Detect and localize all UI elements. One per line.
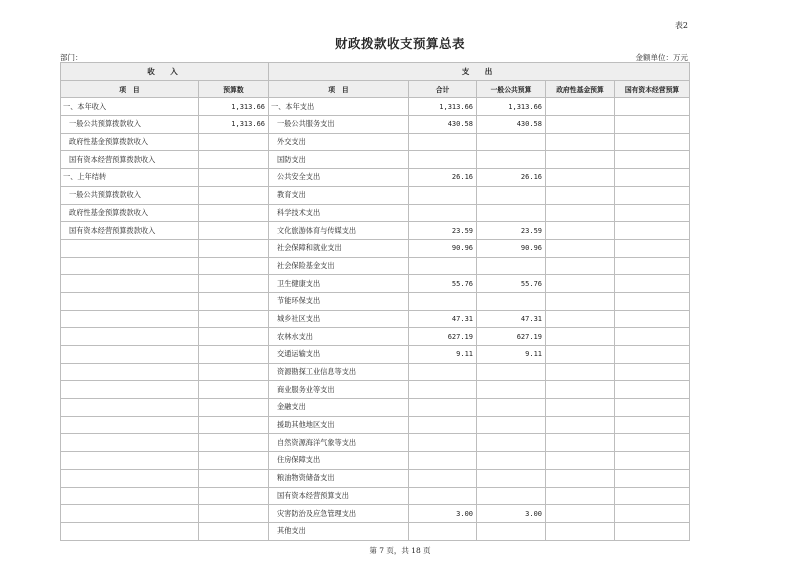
income-budget-cell: [199, 328, 269, 346]
table-row: [61, 133, 690, 151]
fund-budget-header: 政府性基金预算: [546, 80, 615, 98]
expense-item-cell: 社会保险基金支出: [269, 257, 409, 275]
soe-budget-cell: [615, 487, 690, 505]
income-item-cell: [61, 522, 199, 540]
income-header: 收 入: [61, 63, 269, 81]
fund-budget-cell: [546, 204, 615, 222]
expense-item-cell: 商业服务业等支出: [269, 381, 409, 399]
unit-label: 金额单位：万元: [635, 53, 688, 62]
table-row: [61, 328, 690, 346]
budget-table: [60, 62, 690, 541]
fund-budget-cell: [546, 116, 615, 134]
income-budget-cell: [199, 310, 269, 328]
income-budget-cell: [199, 452, 269, 470]
general-budget-cell: [477, 133, 546, 151]
soe-budget-cell: [615, 434, 690, 452]
table-row: [61, 452, 690, 470]
income-item-cell: [61, 363, 199, 381]
soe-budget-cell: [615, 204, 690, 222]
income-item-cell: [61, 399, 199, 417]
fund-budget-cell: [546, 381, 615, 399]
fund-budget-cell: [546, 452, 615, 470]
fund-budget-cell: [546, 98, 615, 116]
fund-budget-cell: [546, 434, 615, 452]
expense-item-cell: 教育支出: [269, 186, 409, 204]
fund-budget-cell: [546, 186, 615, 204]
soe-budget-cell: [615, 275, 690, 293]
general-budget-cell: [477, 186, 546, 204]
general-budget-cell: [477, 381, 546, 399]
fund-budget-cell: [546, 363, 615, 381]
income-budget-cell: [199, 257, 269, 275]
fund-budget-cell: [546, 346, 615, 364]
soe-budget-cell: [615, 363, 690, 381]
total-cell: 9.11: [409, 346, 477, 364]
general-budget-cell: [477, 434, 546, 452]
general-budget-cell: [477, 522, 546, 540]
expense-item-cell: 节能环保支出: [269, 292, 409, 310]
table-row: [61, 257, 690, 275]
expense-item-cell: 灾害防治及应急管理支出: [269, 505, 409, 523]
general-budget-cell: 55.76: [477, 275, 546, 293]
soe-budget-header: 国有资本经营预算: [615, 80, 690, 98]
general-budget-cell: 3.00: [477, 505, 546, 523]
soe-budget-cell: [615, 522, 690, 540]
general-budget-cell: [477, 416, 546, 434]
income-budget-cell: [199, 399, 269, 417]
total-cell: 90.96: [409, 239, 477, 257]
department-label: 部门：: [60, 53, 83, 62]
fund-budget-cell: [546, 505, 615, 523]
expense-item-cell: 住房保障支出: [269, 452, 409, 470]
total-cell: [409, 469, 477, 487]
table-row: [61, 98, 690, 116]
fund-budget-cell: [546, 522, 615, 540]
soe-budget-cell: [615, 151, 690, 169]
soe-budget-cell: [615, 399, 690, 417]
income-budget-cell: [199, 469, 269, 487]
fund-budget-cell: [546, 239, 615, 257]
income-budget-cell: [199, 522, 269, 540]
income-item-cell: [61, 310, 199, 328]
table-row: [61, 487, 690, 505]
table-number: 表2: [674, 21, 688, 30]
general-budget-cell: 47.31: [477, 310, 546, 328]
table-row: [61, 151, 690, 169]
page-title: 财政拨款收支预算总表: [334, 36, 465, 51]
expense-item-cell: 一、本年支出: [269, 98, 409, 116]
expense-item-cell: 卫生健康支出: [269, 275, 409, 293]
soe-budget-cell: [615, 186, 690, 204]
total-cell: [409, 381, 477, 399]
general-budget-cell: [477, 363, 546, 381]
expense-header: 支 出: [269, 63, 690, 81]
fund-budget-cell: [546, 151, 615, 169]
general-budget-cell: [477, 399, 546, 417]
income-budget-cell: 1,313.66: [199, 98, 269, 116]
table-row: [61, 186, 690, 204]
total-cell: [409, 186, 477, 204]
total-cell: [409, 133, 477, 151]
expense-item-cell: 农林水支出: [269, 328, 409, 346]
soe-budget-cell: [615, 257, 690, 275]
table-row: [61, 469, 690, 487]
total-cell: [409, 522, 477, 540]
general-budget-cell: 9.11: [477, 346, 546, 364]
table-row: [61, 116, 690, 134]
table-row: [61, 222, 690, 240]
general-budget-cell: 26.16: [477, 169, 546, 187]
general-budget-cell: [477, 469, 546, 487]
soe-budget-cell: [615, 505, 690, 523]
fund-budget-cell: [546, 416, 615, 434]
soe-budget-cell: [615, 98, 690, 116]
fund-budget-cell: [546, 133, 615, 151]
income-budget-cell: [199, 186, 269, 204]
expense-item-cell: 粮油物资储备支出: [269, 469, 409, 487]
table-row: [61, 434, 690, 452]
table-row: [61, 310, 690, 328]
fund-budget-cell: [546, 222, 615, 240]
expense-item-cell: 自然资源海洋气象等支出: [269, 434, 409, 452]
income-budget-cell: [199, 204, 269, 222]
income-budget-cell: [199, 239, 269, 257]
table-row: [61, 505, 690, 523]
income-item-cell: [61, 416, 199, 434]
income-item-cell: 一、上年结转: [61, 169, 199, 187]
income-budget-cell: [199, 381, 269, 399]
fund-budget-cell: [546, 469, 615, 487]
table-body: [61, 98, 690, 540]
expense-item-cell: 公共安全支出: [269, 169, 409, 187]
fund-budget-cell: [546, 399, 615, 417]
table-row: [61, 346, 690, 364]
soe-budget-cell: [615, 169, 690, 187]
income-item-cell: 国有资本经营预算拨款收入: [61, 151, 199, 169]
income-budget-cell: [199, 222, 269, 240]
general-budget-cell: 23.59: [477, 222, 546, 240]
soe-budget-cell: [615, 292, 690, 310]
total-cell: [409, 204, 477, 222]
total-cell: [409, 416, 477, 434]
income-item-header: 项 目: [61, 80, 199, 98]
fund-budget-cell: [546, 328, 615, 346]
total-cell: 430.58: [409, 116, 477, 134]
soe-budget-cell: [615, 469, 690, 487]
table-row: [61, 169, 690, 187]
income-budget-cell: 1,313.66: [199, 116, 269, 134]
expense-item-cell: 交通运输支出: [269, 346, 409, 364]
table-row: [61, 292, 690, 310]
income-budget-cell: [199, 169, 269, 187]
income-item-cell: 政府性基金预算拨款收入: [61, 204, 199, 222]
total-cell: [409, 452, 477, 470]
total-cell: [409, 151, 477, 169]
total-cell: 3.00: [409, 505, 477, 523]
table-row: [61, 416, 690, 434]
income-item-cell: 一般公共预算拨款收入: [61, 186, 199, 204]
total-cell: [409, 487, 477, 505]
expense-item-cell: 外交支出: [269, 133, 409, 151]
income-item-cell: [61, 469, 199, 487]
expense-item-cell: 国有资本经营预算支出: [269, 487, 409, 505]
expense-item-header: 项 目: [269, 80, 409, 98]
general-budget-cell: [477, 204, 546, 222]
fund-budget-cell: [546, 292, 615, 310]
income-budget-cell: [199, 151, 269, 169]
total-cell: 26.16: [409, 169, 477, 187]
table-row: [61, 204, 690, 222]
expense-item-cell: 文化旅游体育与传媒支出: [269, 222, 409, 240]
expense-item-cell: 一般公共服务支出: [269, 116, 409, 134]
expense-item-cell: 金融支出: [269, 399, 409, 417]
expense-item-cell: 科学技术支出: [269, 204, 409, 222]
income-item-cell: [61, 505, 199, 523]
income-item-cell: [61, 346, 199, 364]
general-budget-cell: [477, 452, 546, 470]
expense-item-cell: 资源勘探工业信息等支出: [269, 363, 409, 381]
soe-budget-cell: [615, 452, 690, 470]
soe-budget-cell: [615, 116, 690, 134]
income-item-cell: [61, 434, 199, 452]
fund-budget-cell: [546, 169, 615, 187]
general-budget-cell: 430.58: [477, 116, 546, 134]
general-budget-cell: [477, 487, 546, 505]
soe-budget-cell: [615, 222, 690, 240]
income-budget-cell: [199, 346, 269, 364]
fund-budget-cell: [546, 487, 615, 505]
income-item-cell: [61, 239, 199, 257]
fund-budget-cell: [546, 310, 615, 328]
expense-item-cell: 援助其他地区支出: [269, 416, 409, 434]
income-budget-cell: [199, 434, 269, 452]
income-budget-cell: [199, 416, 269, 434]
general-budget-cell: [477, 292, 546, 310]
income-item-cell: [61, 257, 199, 275]
soe-budget-cell: [615, 416, 690, 434]
soe-budget-cell: [615, 133, 690, 151]
expense-item-cell: 其他支出: [269, 522, 409, 540]
income-budget-cell: [199, 292, 269, 310]
total-cell: [409, 292, 477, 310]
expense-item-cell: 城乡社区支出: [269, 310, 409, 328]
soe-budget-cell: [615, 328, 690, 346]
page-footer: 第 7 页，共 18 页: [369, 546, 431, 555]
expense-item-cell: 社会保障和就业支出: [269, 239, 409, 257]
soe-budget-cell: [615, 346, 690, 364]
general-budget-header: 一般公共预算: [477, 80, 546, 98]
income-budget-cell: [199, 133, 269, 151]
income-budget-cell: [199, 505, 269, 523]
general-budget-cell: 90.96: [477, 239, 546, 257]
income-budget-cell: [199, 275, 269, 293]
total-cell: [409, 399, 477, 417]
income-item-cell: [61, 275, 199, 293]
general-budget-cell: 1,313.66: [477, 98, 546, 116]
income-item-cell: [61, 452, 199, 470]
total-cell: 23.59: [409, 222, 477, 240]
income-item-cell: [61, 292, 199, 310]
total-cell: [409, 257, 477, 275]
table-row: [61, 239, 690, 257]
general-budget-cell: [477, 151, 546, 169]
income-item-cell: 政府性基金预算拨款收入: [61, 133, 199, 151]
income-item-cell: 国有资本经营预算拨款收入: [61, 222, 199, 240]
income-item-cell: 一、本年收入: [61, 98, 199, 116]
income-budget-cell: [199, 487, 269, 505]
total-cell: 47.31: [409, 310, 477, 328]
general-budget-cell: 627.19: [477, 328, 546, 346]
fund-budget-cell: [546, 257, 615, 275]
soe-budget-cell: [615, 381, 690, 399]
soe-budget-cell: [615, 239, 690, 257]
income-item-cell: [61, 487, 199, 505]
soe-budget-cell: [615, 310, 690, 328]
total-header: 合计: [409, 80, 477, 98]
general-budget-cell: [477, 257, 546, 275]
total-cell: [409, 434, 477, 452]
total-cell: 627.19: [409, 328, 477, 346]
total-cell: 55.76: [409, 275, 477, 293]
income-item-cell: [61, 381, 199, 399]
fund-budget-cell: [546, 275, 615, 293]
expense-item-cell: 国防支出: [269, 151, 409, 169]
income-item-cell: 一般公共预算拨款收入: [61, 116, 199, 134]
table-row: [61, 275, 690, 293]
total-cell: 1,313.66: [409, 98, 477, 116]
total-cell: [409, 363, 477, 381]
table-row: [61, 363, 690, 381]
income-budget-cell: [199, 363, 269, 381]
table-row: [61, 381, 690, 399]
income-budget-header: 预算数: [199, 80, 269, 98]
table-row: [61, 399, 690, 417]
income-item-cell: [61, 328, 199, 346]
table-row: [61, 522, 690, 540]
